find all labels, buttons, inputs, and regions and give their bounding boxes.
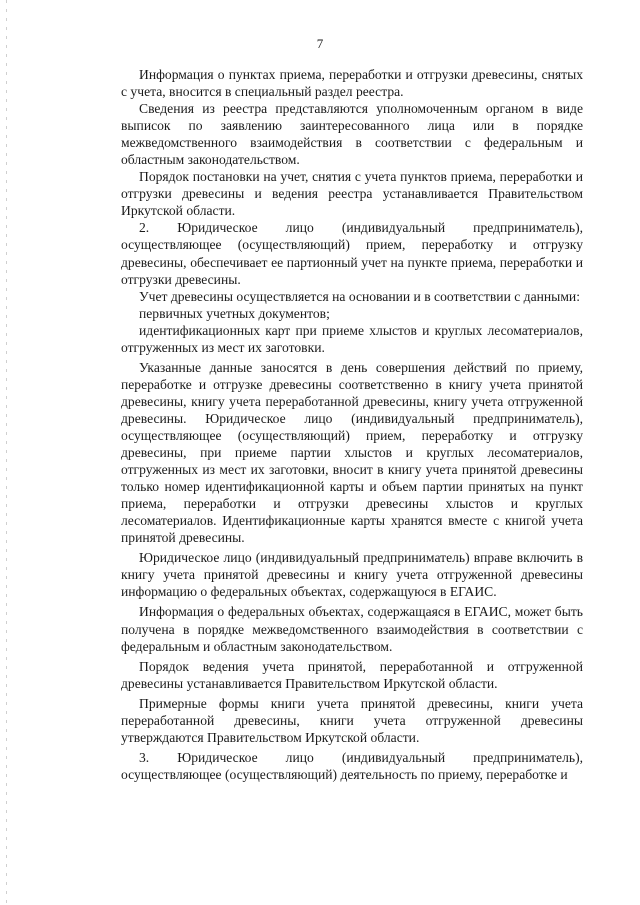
paragraph-3: Порядок постановки на учет, снятия с учета пунктов приема, переработки и отгрузки древесины и ведения реестра устанавливается Правительством Иркутской области. (121, 169, 583, 219)
scan-margin-line (6, 0, 7, 905)
paragraph-1: Информация о пунктах приема, переработки и отгрузки древесины, снятых с учета, вносится в специальный раздел реестра. (121, 67, 583, 100)
page-number: 7 (316, 36, 324, 51)
paragraph-9: Юридическое лицо (индивидуальный предприниматель) вправе включить в книгу учета принятой древесины и книгу учета отгруженной древесины информацию о федеральных объектах, содержащуюся в ЕГАИС. (121, 550, 583, 600)
paragraph-11: Порядок ведения учета принятой, переработанной и отгруженной древесины устанавливается Правительством Иркутской области. (121, 658, 583, 691)
paragraph-6: первичных учетных документов; (139, 305, 330, 321)
paragraph-8: Указанные данные заносятся в день совершения действий по приему, переработке и отгрузке древесины соответственно в книгу учета принятой древесины, книгу учета переработанной древесины, книгу учета отгруженной древесины. Юридическое лицо (индивидуальный предприниматель), осуществляющее (осуществляющий) прием, переработку и отгрузку древесины, при приеме партии хлыстов и круглых лесоматериалов, отгруженных из мест их заготовки, вносит в книгу учета принятой древесины только номер идентификационной карты и объем партии принятых на пункт приема, переработки и отгрузки древесины хлыстов и круглых лесоматериалов. Идентификационные карты хранятся вместе с книгой учета принятой древесины. (121, 359, 583, 546)
paragraph-4: 2. Юридическое лицо (индивидуальный предприниматель), осуществляющее (осуществляющий) прием, переработку и отгрузку древесины, обеспечивает ее партионный учет на пункте приема, переработки и отгрузки древесины. (121, 220, 583, 287)
paragraph-10: Информация о федеральных объектах, содержащаяся в ЕГАИС, может быть получена в порядке межведомственного взаимодействия в соответствии с федеральным и областным законодательством. (121, 604, 583, 654)
document-body (121, 66, 583, 783)
paragraph-2: Сведения из реестра представляются уполномоченным органом в виде выписок по заявлению заинтересованного лица или в порядке межведомственного взаимодействия в соответствии с федеральным и областным законодательством. (121, 101, 583, 168)
paragraph-12: Примерные формы книги учета принятой древесины, книги учета переработанной древесины, книги учета отгруженной древесины утверждаются Правительством Иркутской области. (121, 695, 583, 745)
paragraph-5: Учет древесины осуществляется на основании и в соответствии с данными: (139, 288, 580, 304)
paragraph-7: идентификационных карт при приеме хлыстов и круглых лесоматериалов, отгруженных из мест их заготовки. (121, 322, 583, 355)
paragraph-13: 3. Юридическое лицо (индивидуальный предприниматель), осуществляющее (осуществляющий) деятельность по приему, переработке и (121, 749, 583, 782)
